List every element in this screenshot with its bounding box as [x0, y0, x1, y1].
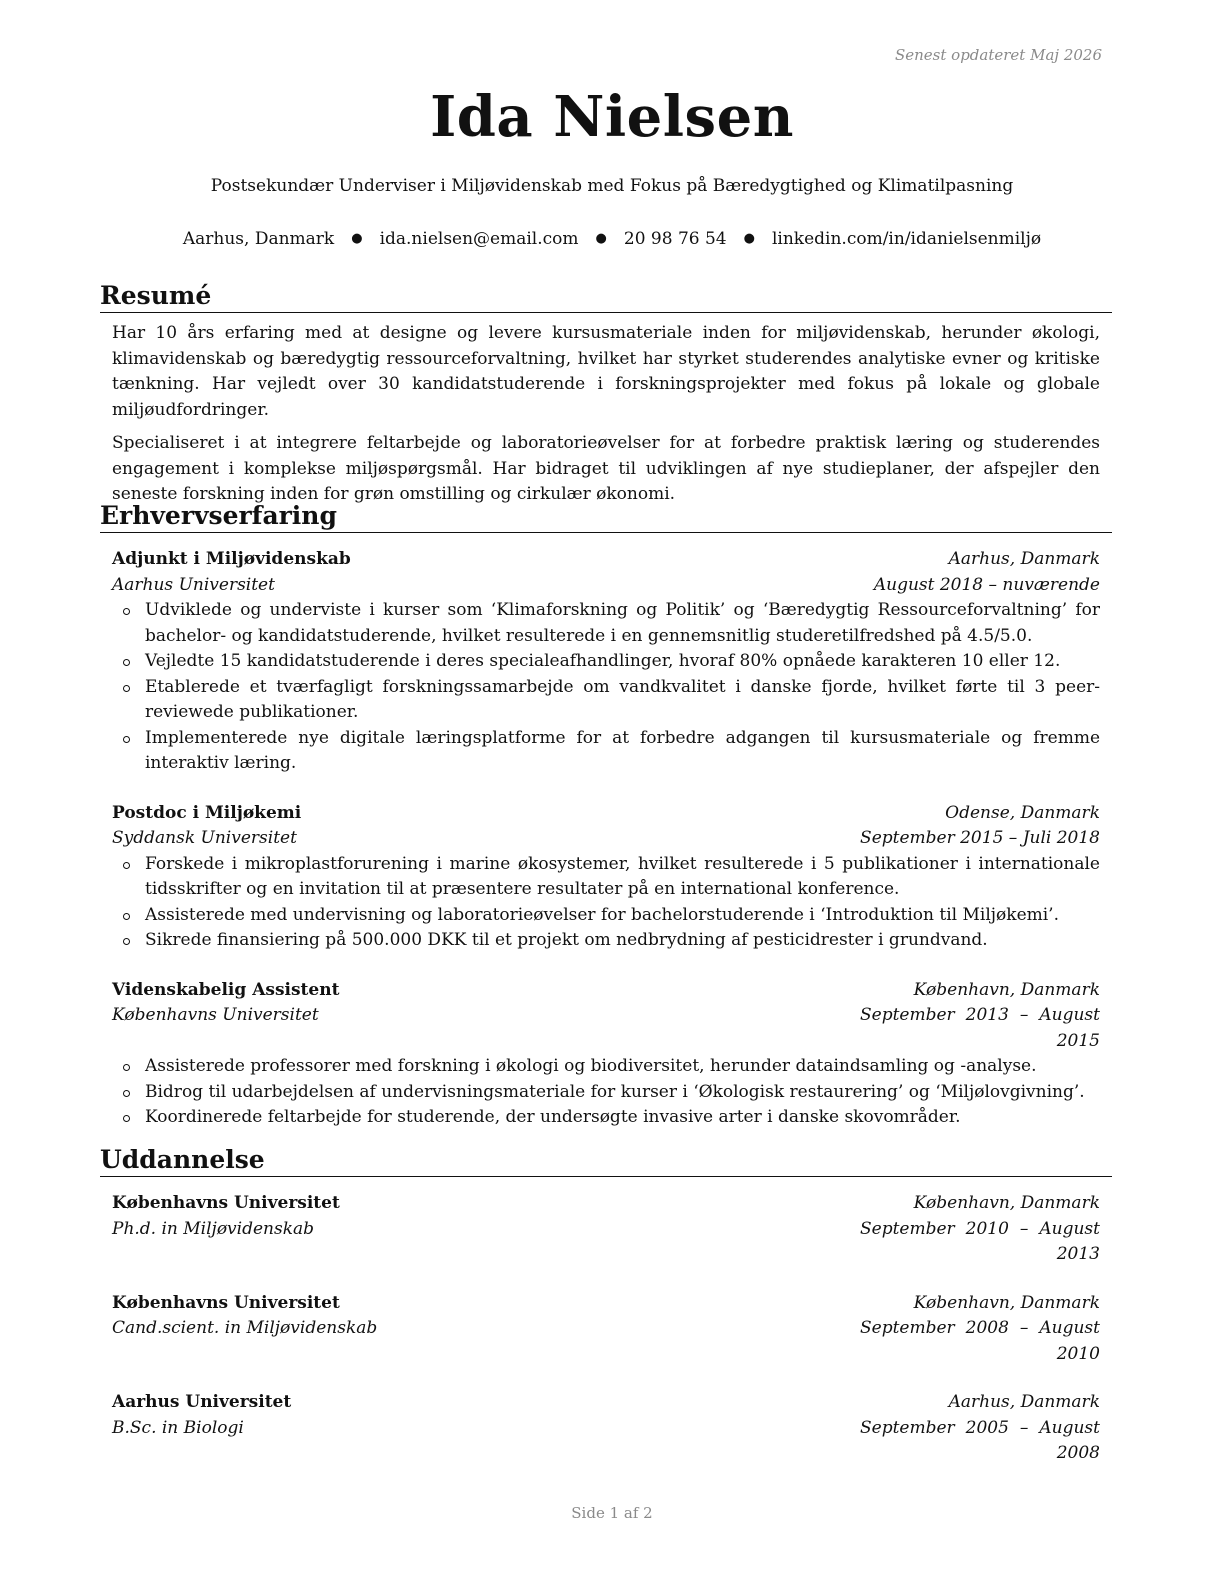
job-entry [112, 978, 1100, 1131]
job-location: København, Danmark [913, 979, 1100, 1000]
job-bullet: Forskede i mikroplastforurening i marine økosystemer, hvilket resulterede i 5 publikationer i internationale tidsskrifter og en invitation til at præsentere resultater på en international konference. [145, 852, 1100, 903]
bullet-separator: ● [595, 231, 607, 246]
last-updated-note: Senest opdateret Maj 2026 [894, 46, 1102, 64]
job-entry [112, 547, 1100, 777]
job-entry [112, 801, 1100, 954]
school-location: København, Danmark [913, 1292, 1100, 1313]
job-bullet: Sikrede finansiering på 500.000 DKK til et projekt om nedbrydning af pesticidrester i grundvand. [145, 928, 1100, 954]
experience-heading: Erhvervserfaring [100, 500, 1112, 533]
bullet-separator: ● [743, 231, 755, 246]
job-dates: September 2015 – Juli 2018 [860, 828, 1100, 848]
job-organization: Syddansk Universitet [112, 828, 297, 848]
contact-linkedin[interactable]: linkedin.com/in/idanielsenmiljø [771, 229, 1042, 249]
job-bullet: Udviklede og underviste i kurser som ‘Klimaforskning og Politik’ og ‘Bæredygtig Ressourceforvaltning’ for bachelor- og kandidatstuderende, hvilket resulterede i en gennemsnitlig studeretilfredshed på 4.5/5.0. [145, 598, 1100, 649]
degree: Cand.scient. in Miljøvidenskab [112, 1318, 378, 1338]
education-dates: September 2005 – August 2008 [860, 1417, 1100, 1463]
school-location: Aarhus, Danmark [948, 1392, 1100, 1412]
job-title: Adjunkt i Miljøvidenskab [112, 549, 351, 569]
job-location: Aarhus, Danmark [948, 549, 1100, 569]
experience-section [100, 500, 1112, 1131]
job-title: Postdoc i Miljøkemi [112, 802, 302, 823]
job-bullets [112, 1054, 1100, 1131]
job-dates: August 2018 – nuværende [873, 574, 1100, 595]
job-bullet: Vejledte 15 kandidatstuderende i deres specialeafhandlinger, hvoraf 80% opnåede karakteren 10 eller 12. [145, 649, 1100, 675]
school-name: Københavns Universitet [112, 1292, 340, 1313]
education-dates: September 2010 – August 2013 [860, 1218, 1100, 1264]
contact-email[interactable]: ida.nielsen@email.com [379, 229, 579, 249]
summary-heading: Resumé [100, 280, 1112, 313]
professional-subtitle: Postsekundær Underviser i Miljøvidenskab med Fokus på Bæredygtighed og Klimatilpasning [210, 176, 1014, 196]
education-entry [112, 1390, 1100, 1467]
school-name: Aarhus Universitet [112, 1392, 292, 1412]
summary-paragraph: Har 10 års erfaring med at designe og levere kursusmateriale inden for miljøvidenskab, herunder økologi, klimavidenskab og bæredygtig ressourceforvaltning, hvilket har styrket studerendes analytiske evner og kritiske tænkning. Har vejledt over 30 kandidatstuderende i forskningsprojekter med fokus på lokale og globale miljøudfordringer. [112, 323, 1100, 420]
contact-line [0, 229, 1224, 249]
contact-phone: 20 98 76 54 [623, 229, 727, 249]
job-bullet: Bidrog til udarbejdelsen af undervisningsmateriale for kurser i ‘Økologisk restaurering’ og ‘Miljølovgivning’. [145, 1080, 1100, 1106]
summary-paragraph: Specialiseret i at integrere feltarbejde og laboratorieøvelser for at forbedre praktisk læring og studerendes engagement i komplekse miljøspørgsmål. Har bidraget til udviklingen af nye studieplaner, der afspejler den seneste forskning inden for grøn omstilling og cirkulær økonomi. [112, 433, 1100, 504]
job-location: Odense, Danmark [945, 802, 1100, 823]
contact-location: Aarhus, Danmark [182, 229, 335, 249]
education-entry [112, 1291, 1100, 1368]
job-title: Videnskabelig Assistent [112, 979, 340, 1000]
job-organization: Københavns Universitet [112, 1005, 319, 1025]
page-number: Side 1 af 2 [571, 1504, 653, 1522]
job-bullet: Assisterede med undervisning og laboratorieøvelser for bachelorstuderende i ‘Introduktion til Miljøkemi’. [145, 903, 1100, 929]
person-name: Ida Nielsen [430, 84, 794, 150]
degree: B.Sc. in Biologi [112, 1417, 244, 1438]
job-bullet: Implementerede nye digitale læringsplatforme for at forbedre adgangen til kursusmateriale og fremme interaktiv læring. [145, 726, 1100, 777]
bullet-separator: ● [351, 231, 363, 246]
job-bullet: Koordinerede feltarbejde for studerende, der undersøgte invasive arter i danske skovområder. [145, 1105, 1100, 1131]
job-bullet: Etablerede et tværfagligt forskningssamarbejde om vandkvalitet i danske fjorde, hvilket førte til 3 peer-reviewede publikationer. [145, 675, 1100, 726]
school-name: Københavns Universitet [112, 1193, 340, 1213]
school-location: København, Danmark [913, 1193, 1100, 1213]
job-organization: Aarhus Universitet [112, 574, 275, 595]
job-bullet: Assisterede professorer med forskning i økologi og biodiversitet, herunder dataindsamling og -analyse. [145, 1054, 1100, 1080]
job-dates: September 2013 – August 2015 [860, 1005, 1100, 1051]
degree: Ph.d. in Miljøvidenskab [112, 1218, 315, 1239]
education-heading: Uddannelse [100, 1144, 1112, 1177]
education-entry [112, 1191, 1100, 1268]
job-bullets [112, 852, 1100, 954]
summary-section [100, 280, 1112, 508]
education-dates: September 2008 – August 2010 [860, 1318, 1100, 1364]
education-section [100, 1144, 1112, 1467]
job-bullets [112, 598, 1100, 777]
